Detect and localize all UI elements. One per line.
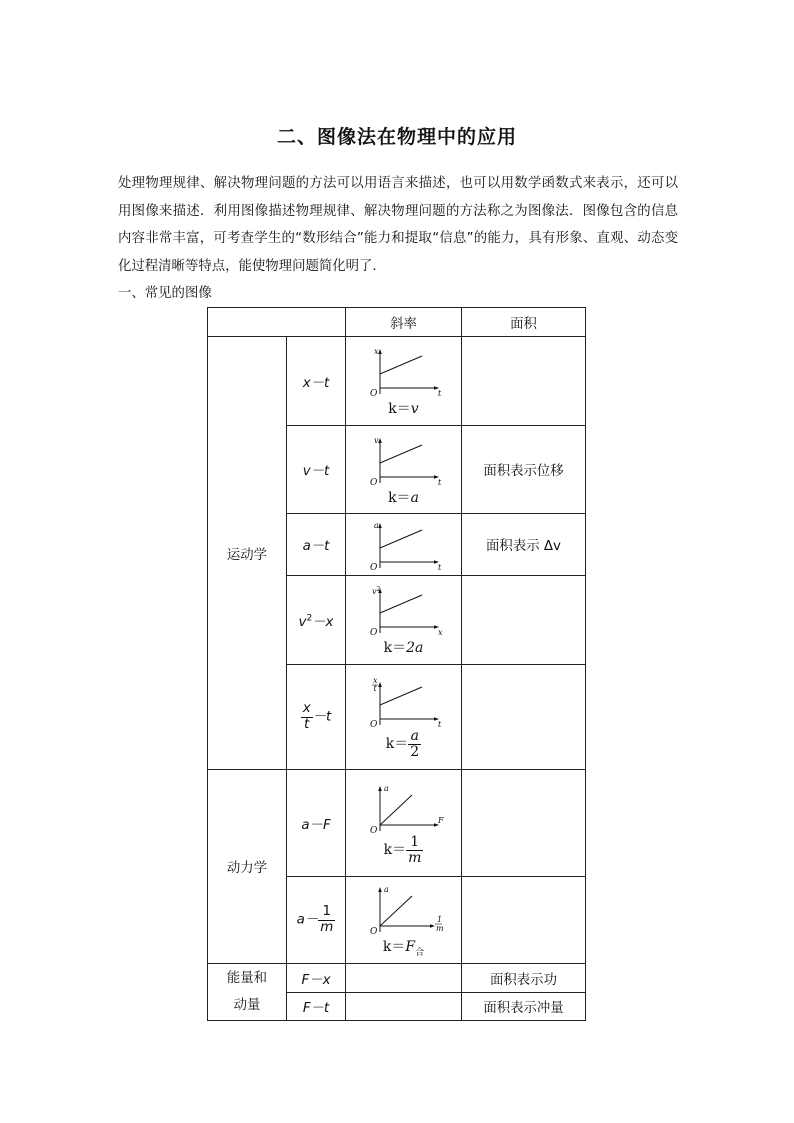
- graph-label: a－ $\frac{1}{m}$: [287, 877, 346, 964]
- y-axis-label: a: [383, 783, 389, 793]
- x-axis-label: t: [437, 389, 441, 398]
- line-graph-icon: [364, 585, 444, 637]
- graph-table: [207, 307, 586, 1021]
- area-cell: 面积表示 Δv: [462, 514, 586, 576]
- category-energy-momentum: 能量和 动量: [208, 964, 287, 1021]
- line-graph-icon: [364, 346, 444, 398]
- origin-label: O: [369, 562, 377, 572]
- header-slope: 斜率: [346, 308, 462, 337]
- table-row: [208, 964, 586, 993]
- x-axis-label: t: [437, 719, 441, 729]
- origin-label: O: [369, 389, 377, 398]
- graph-label: x－t: [287, 337, 346, 426]
- y-axis-num: x: [372, 676, 378, 685]
- x-axis-label: F: [437, 815, 444, 825]
- category-kinematics: 运动学: [208, 337, 287, 770]
- graph-label: a－F: [287, 770, 346, 877]
- line-graph-icon: [364, 677, 444, 729]
- line-graph-icon: [364, 435, 444, 487]
- area-cell: 面积表示功: [462, 964, 586, 993]
- x-axis-label: t: [437, 477, 441, 487]
- graph-label: F－x: [287, 964, 346, 993]
- y-axis-label: a: [383, 885, 389, 895]
- header-blank: [208, 308, 346, 337]
- x-axis-label: x: [437, 628, 443, 637]
- y-axis-den: t: [373, 683, 377, 693]
- y-axis-label: a: [373, 520, 379, 530]
- area-cell: [462, 770, 586, 877]
- page-title: 二、图像法在物理中的应用: [276, 126, 517, 148]
- slope-cell: [346, 964, 462, 993]
- section-heading: 一、常见的图像: [118, 286, 212, 301]
- table-row: [208, 770, 586, 877]
- graph-label: F－t: [287, 993, 346, 1021]
- slope-cell: [346, 877, 462, 964]
- x-axis-num: 1: [436, 915, 442, 925]
- graph-label: a－t: [287, 514, 346, 576]
- graph-label: $v^2-x$: [287, 576, 346, 665]
- origin-label: O: [369, 477, 377, 487]
- area-cell: 面积表示位移: [462, 426, 586, 514]
- area-cell: [462, 576, 586, 665]
- slope-cell: [346, 514, 462, 576]
- slope-formula: $k=F_合$: [382, 939, 425, 958]
- slope-cell: [346, 770, 462, 877]
- graph-label: $\frac{x}{t}$ －t: [287, 665, 346, 770]
- slope-formula: k＝ $\frac{1}{m}$: [383, 833, 422, 866]
- slope-cell: [346, 993, 462, 1021]
- y-axis-label: $v^2$: [371, 586, 380, 596]
- slope-formula: k＝v: [388, 401, 419, 417]
- slope-formula: k＝a: [388, 489, 419, 506]
- category-dynamics: 动力学: [208, 770, 287, 964]
- slope-cell: [346, 337, 462, 426]
- table-row: [208, 337, 586, 426]
- slope-cell: [346, 426, 462, 514]
- x-axis-label: t: [437, 562, 441, 572]
- origin-label: O: [369, 825, 377, 835]
- area-cell: [462, 877, 586, 964]
- intro-paragraph: 处理物理规律、解决物理问题的方法可以用语言来描述，也可以用数学函数式来表示，还可以用图像来描述．利用图像描述物理规律、解决物理问题的方法称之为图像法．图像包含的信息内容非常丰富，可考查学生的“数形结合”能力和提取“信息”的能力，具有形象、直观、动态变化过程清晰等特点，能使物理问题简化明了．: [118, 176, 678, 274]
- origin-label: O: [369, 628, 377, 637]
- area-cell: 面积表示冲量: [462, 993, 586, 1021]
- area-cell: [462, 665, 586, 770]
- area-cell: [462, 337, 586, 426]
- slope-cell: [346, 665, 462, 770]
- slope-formula: k＝2a: [383, 640, 424, 656]
- y-axis-label: v: [373, 435, 379, 445]
- header-area: 面积: [462, 308, 586, 337]
- graph-label: v－t: [287, 426, 346, 514]
- origin-label: O: [369, 719, 377, 729]
- line-graph-icon: [364, 520, 444, 572]
- origin-label: O: [369, 927, 377, 937]
- y-axis-label: x: [373, 347, 379, 356]
- slope-formula: k＝ $\frac{a}{2}$: [385, 727, 420, 760]
- proportional-graph-icon: [364, 884, 444, 936]
- table-header-row: [208, 308, 586, 337]
- x-axis-den: m: [435, 924, 444, 934]
- slope-cell: [346, 576, 462, 665]
- proportional-graph-icon: [364, 783, 444, 835]
